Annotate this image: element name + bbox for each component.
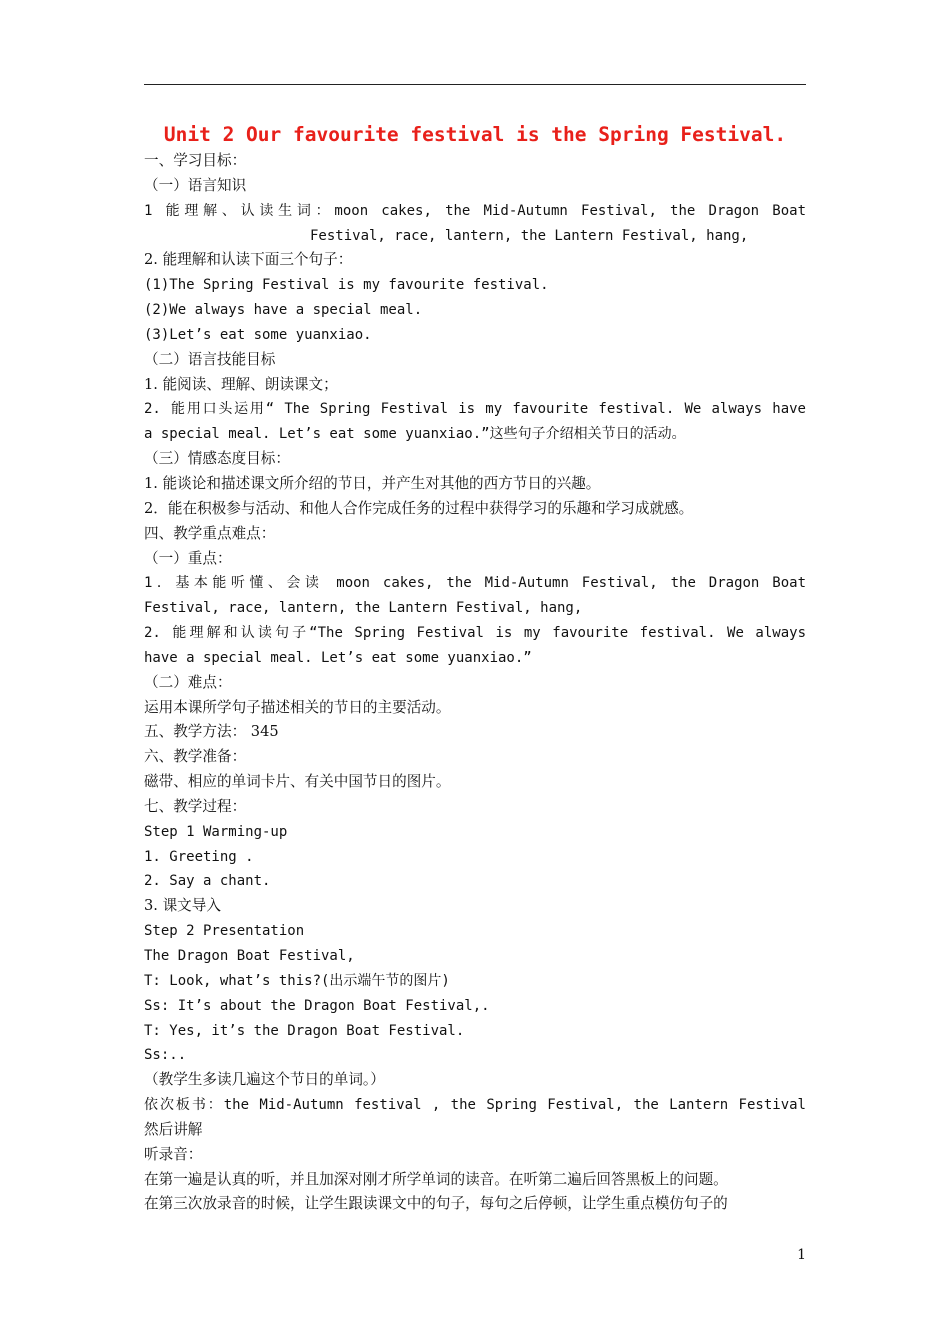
text-line: Ss: It’s about the Dragon Boat Festival,. xyxy=(144,997,490,1014)
text-line: （一）语言知识 xyxy=(144,176,247,194)
text-line: 七、教学过程： xyxy=(144,797,247,815)
text-line: a special meal. Let’s eat some yuanxiao.”这些句子介绍相关节日的活动。 xyxy=(144,426,686,443)
text-line: 四、教学重点难点： xyxy=(144,524,276,542)
document-title: Unit 2 Our favourite festival is the Spring Festival. xyxy=(163,123,787,146)
text-line: 五、教学方法： 345 xyxy=(144,723,279,741)
text-line: 运用本课所学句子描述相关的节日的主要活动。 xyxy=(144,698,451,716)
text-line: 一、学习目标： xyxy=(144,152,247,169)
page-number: 1 xyxy=(797,1247,806,1263)
text-line: 六、教学准备： xyxy=(144,748,247,766)
text-line: 2．能在积极参与活动、和他人合作完成任务的过程中获得学习的乐趣和学习成就感。 xyxy=(144,499,694,517)
text-line: 听录音： xyxy=(144,1145,203,1163)
text-line: （二）难点： xyxy=(144,673,232,691)
text-line: 1. Greeting . xyxy=(144,848,254,865)
text-line: T: Yes, it’s the Dragon Boat Festival. xyxy=(144,1022,465,1039)
text-line: Step 1 Warming-up xyxy=(144,823,288,840)
text-line: The Dragon Boat Festival, xyxy=(144,948,355,964)
text-line: 3. 课文导入 xyxy=(144,897,221,915)
text-line: 2. 能用口头运用“ The Spring Festival is my favourite festival. We always have xyxy=(144,401,806,418)
text-line: 1. 能谈论和描述课文所介绍的节日，并产生对其他的西方节日的兴趣。 xyxy=(144,474,601,492)
text-line: Ss:.. xyxy=(144,1047,187,1064)
text-line: (3)Let’s eat some yuanxiao. xyxy=(144,326,372,343)
text-line: 在第一遍是认真的听，并且加深对刚才所学单词的读音。在听第二遍后回答黑板上的问题。 xyxy=(144,1170,728,1188)
text-line: Festival, race, lantern, the Lantern Festival, hang, xyxy=(310,227,749,244)
text-line: 1 能理解、认读生词：moon cakes, the Mid-Autumn Festival, the Dragon Boat xyxy=(144,202,806,219)
text-line: Step 2 Presentation xyxy=(144,923,305,940)
text-line: （教学生多读几遍这个节日的单词。） xyxy=(144,1071,385,1089)
header-rule xyxy=(144,84,806,85)
text-line: (1)The Spring Festival is my favourite festival. xyxy=(144,277,549,294)
text-line: 2. 能理解和认读句子“The Spring Festival is my favourite festival. We always xyxy=(144,625,806,642)
text-line: 然后讲解 xyxy=(144,1120,203,1138)
text-line: 1．基本能听懂、会读 moon cakes, the Mid-Autumn Festival, the Dragon Boat xyxy=(144,575,806,592)
text-line: Festival, race, lantern, the Lantern Festival, hang, xyxy=(144,600,583,617)
text-line: （三）情感态度目标： xyxy=(144,450,290,468)
document-body xyxy=(144,149,806,1217)
text-line: have a special meal. Let’s eat some yuanxiao.” xyxy=(144,649,532,666)
text-line: 2. 能理解和认读下面三个句子： xyxy=(144,251,353,269)
text-line: (2)We always have a special meal. xyxy=(144,302,423,319)
text-line: 依次板书：the Mid-Autumn festival , the Spring Festival, the Lantern Festival xyxy=(144,1097,806,1114)
text-line: （二）语言技能目标 xyxy=(144,350,276,368)
text-line: 1. 能阅读、理解、朗读课文； xyxy=(144,375,338,393)
text-line: 在第三次放录音的时候，让学生跟读课文中的句子，每句之后停顿，让学生重点模仿句子的 xyxy=(144,1195,728,1213)
text-line: 2. Say a chant. xyxy=(144,873,271,890)
text-line: 磁带、相应的单词卡片、有关中国节日的图片。 xyxy=(144,773,451,791)
text-line: T: Look, what’s this?(出示端午节的图片) xyxy=(144,972,450,989)
text-line: （一）重点： xyxy=(144,549,232,567)
